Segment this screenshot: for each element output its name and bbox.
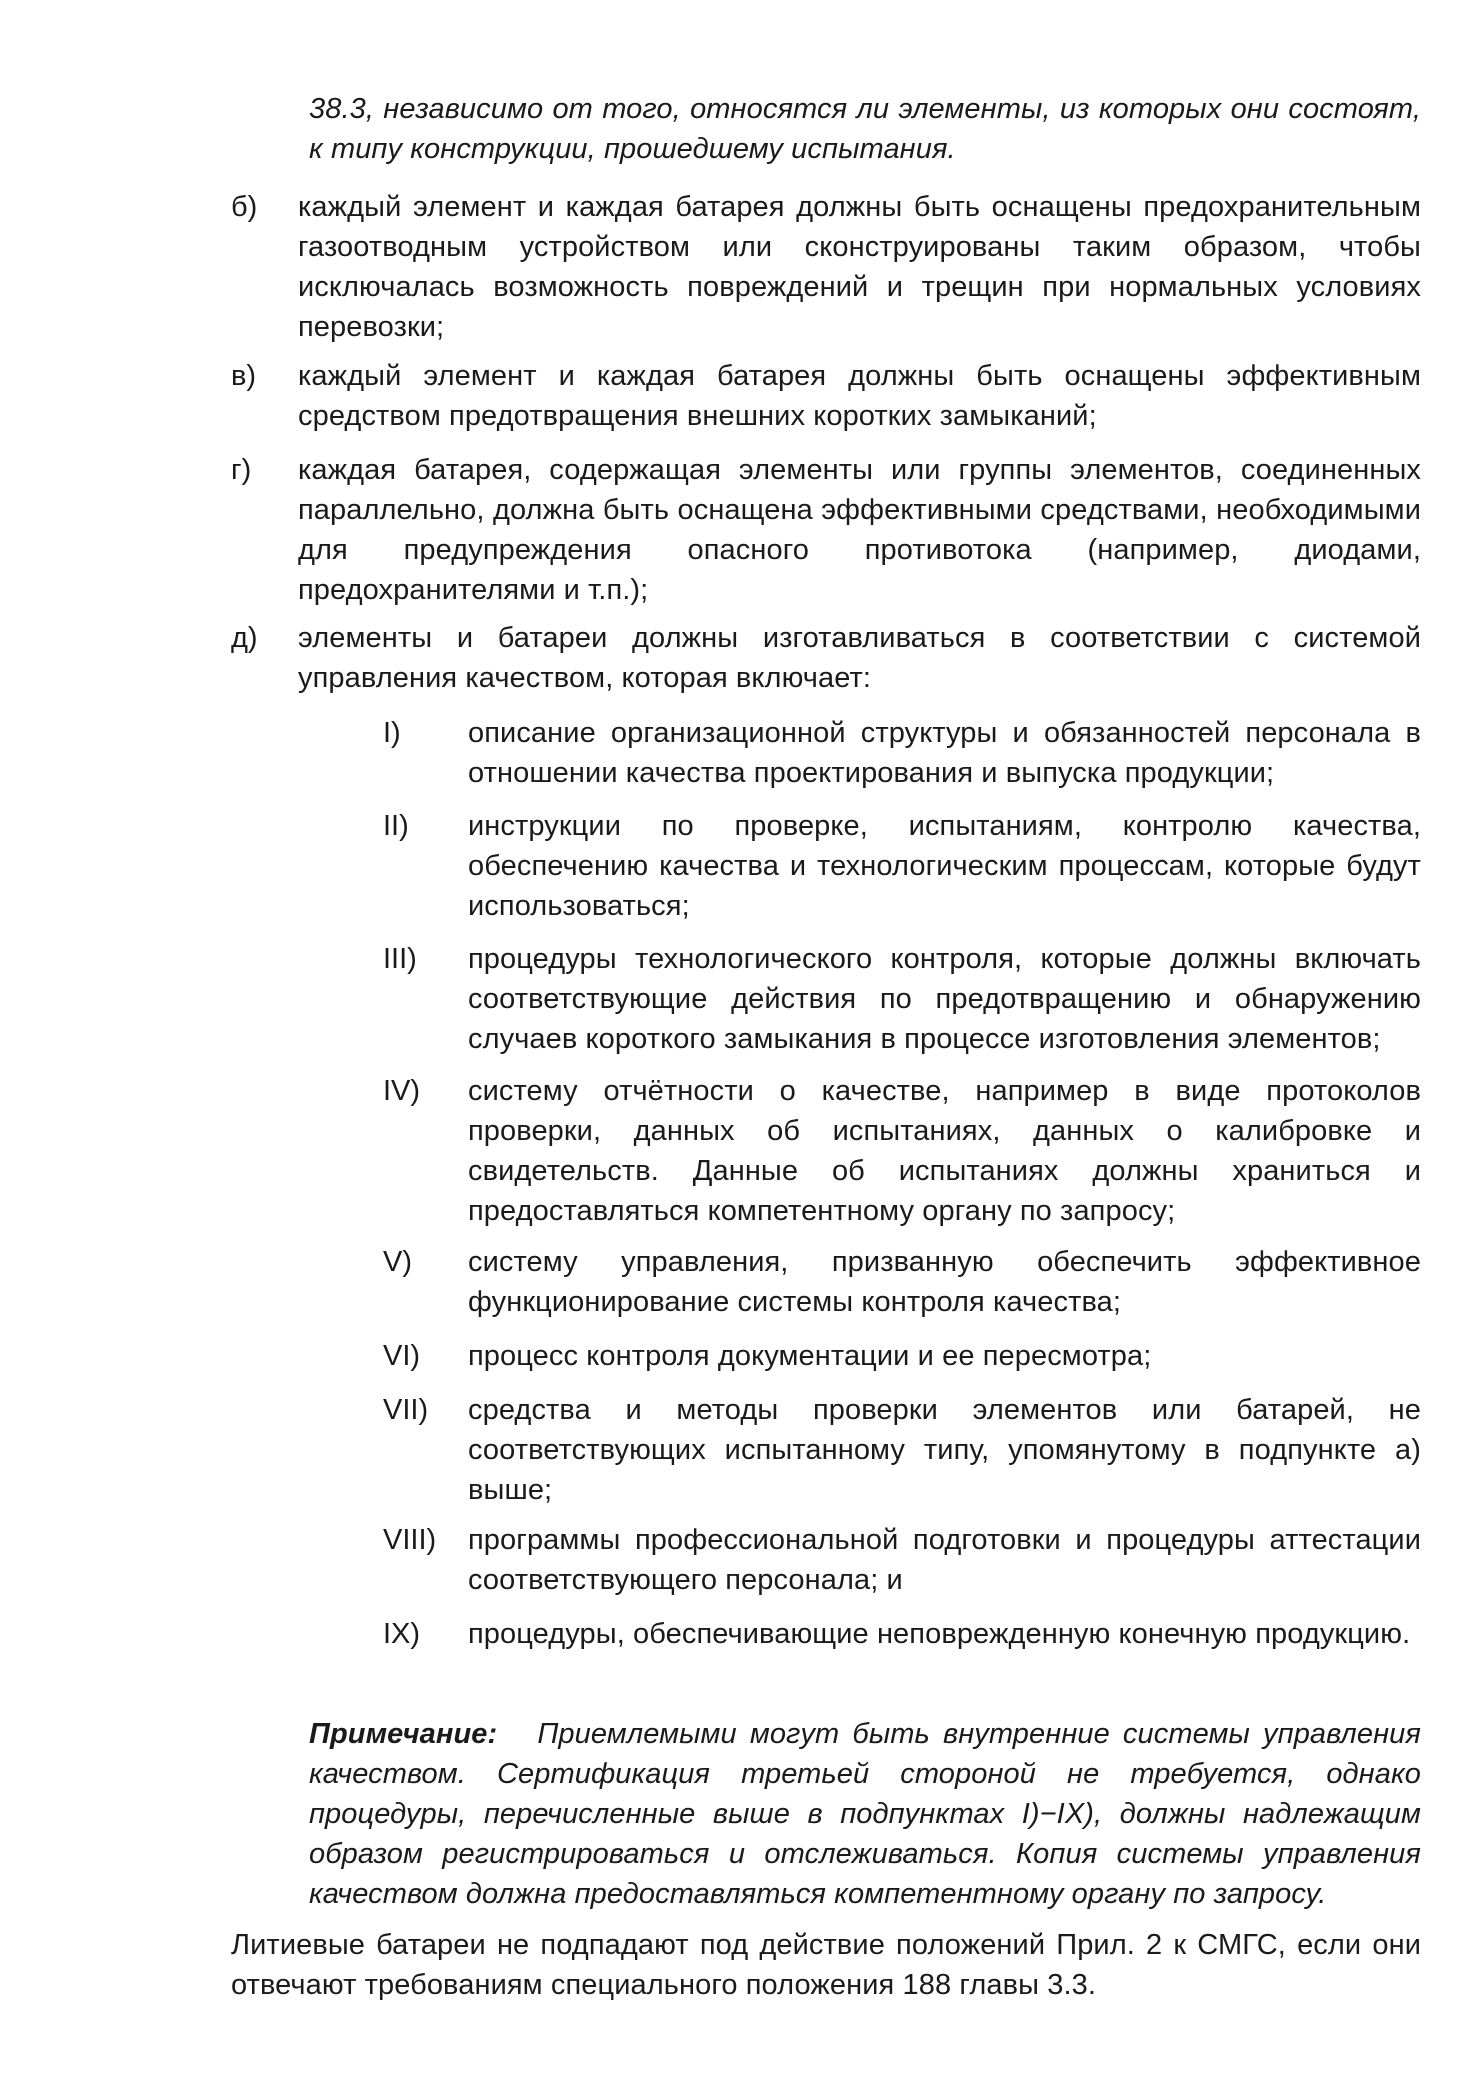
subitem-text: описание организационной структуры и обязанностей персонала в отношении качества проектирования и выпуска продукции; [468,717,1421,789]
closing-paragraph: Литиевые батареи не подпадают под действие положений Прил. 2 к СМГС, если они отвечают требованиям специального положения 188 главы 3.3. [231,1929,1421,2001]
subitem-numeral: IV) [383,1075,421,1107]
subitem-text: систему отчётности о качестве, например в виде протоколов проверки, данных об испытаниях, данных о калибровке и свидетельств. Данные об испытаниях должны храниться и предоставляться компетентному органу по запросу; [468,1075,1421,1227]
subitem-text: процедуры технологического контроля, которые должны включать соответствующие действия по предотвращению и обнаружению случаев короткого замыкания в процессе изготовления элементов; [468,943,1421,1055]
subitem-text: процедуры, обеспечивающие неповрежденную конечную продукцию. [468,1618,1411,1650]
subitem-numeral: IX) [383,1618,421,1650]
subitem-numeral: VII) [383,1394,429,1426]
list-marker: в) [231,360,257,392]
subitem-numeral: III) [383,943,417,975]
subitem-text: программы профессиональной подготовки и процедуры аттестации соответствующего персонала; и [468,1524,1421,1596]
note-block [309,1714,1421,1914]
subitem-numeral: VI) [383,1340,421,1372]
intro-continuation: 38.3, независимо от того, относятся ли элементы, из которых они состоят, к типу конструкции, прошедшему испытания. [309,93,1421,165]
subitem-numeral: I) [383,717,401,749]
subitem-numeral: V) [383,1246,412,1278]
subitem-numeral: VIII) [383,1524,437,1556]
subitem-text: инструкции по проверке, испытаниям, контролю качества, обеспечению качества и технологическим процессам, которые будут использоваться; [468,810,1421,922]
list-item-text: каждый элемент и каждая батарея должны быть оснащены предохранительным газоотводным устройством или сконструированы таким образом, чтобы исключалась возможность повреждений и трещин при нормальных условиях перевозки; [298,191,1421,343]
list-item-text: каждая батарея, содержащая элементы или группы элементов, соединенных параллельно, должна быть оснащена эффективными средствами, необходимыми для предупреждения опасного противотока (например, диодами, предохранителями и т.п.); [298,454,1421,606]
subitem-numeral: II) [383,810,409,842]
list-item-text: элементы и батареи должны изготавливаться в соответствии с системой управления качеством, которая включает: [298,622,1421,694]
subitem-text: средства и методы проверки элементов или батарей, не соответствующих испытанному типу, упомянутому в подпункте а) выше; [468,1394,1421,1506]
subitem-text: систему управления, призванную обеспечить эффективное функционирование системы контроля качества; [468,1246,1421,1318]
note-text: Приемлемыми могут быть внутренние системы управления качеством. Сертификация третьей стороной не требуется, однако процедуры, перечисленные выше в подпунктах I)−IX), должны надлежащим образом регистрироваться и отслеживаться. Копия системы управления качеством должна предоставляться компетентному органу по запросу. [309,1718,1421,1910]
subitem-text: процесс контроля документации и ее пересмотра; [468,1340,1152,1372]
list-marker: д) [231,622,258,654]
list-marker: г) [231,454,252,486]
list-item-text: каждый элемент и каждая батарея должны быть оснащены эффективным средством предотвращения внешних коротких замыканий; [298,360,1421,432]
list-marker: б) [231,191,258,223]
note-label: Примечание: [309,1718,498,1750]
